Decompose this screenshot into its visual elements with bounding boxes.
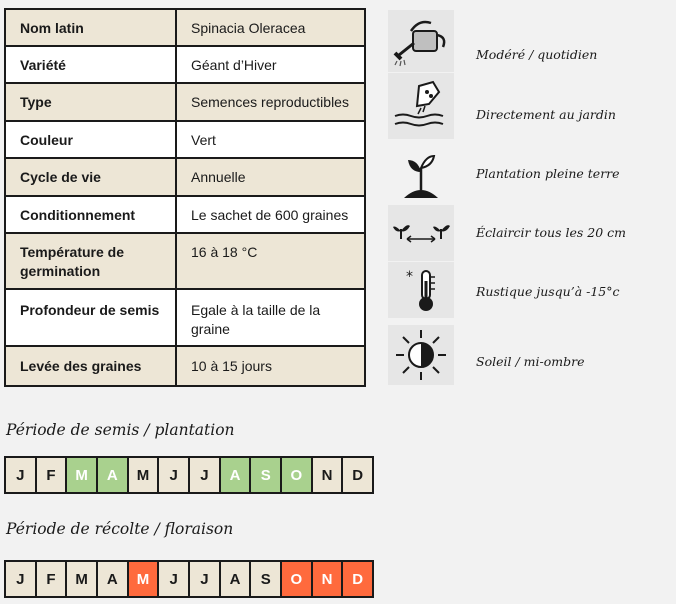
spec-row: [5, 289, 365, 346]
month-cell: N: [313, 562, 344, 596]
spec-row: [5, 346, 365, 386]
month-cell: A: [98, 458, 129, 492]
month-cell: J: [190, 458, 221, 492]
month-cell: D: [343, 562, 372, 596]
month-cell: F: [37, 562, 68, 596]
spec-value: Spinacia Oleracea: [176, 9, 365, 46]
month-cell: D: [343, 458, 372, 492]
care-label: Rustique jusqu’à -15°c: [476, 284, 620, 299]
seedling-icon: [388, 145, 454, 207]
spec-row: [5, 196, 365, 233]
harvest-calendar: [4, 560, 374, 598]
spec-key: Variété: [5, 46, 176, 83]
spec-row: [5, 158, 365, 196]
watering-can-icon: [388, 10, 454, 72]
spec-row: [5, 121, 365, 158]
month-cell: J: [159, 562, 190, 596]
spec-value: Annuelle: [176, 158, 365, 196]
spec-key: Couleur: [5, 121, 176, 158]
thermometer-icon: [388, 262, 454, 318]
month-cell: S: [251, 458, 282, 492]
month-cell: A: [221, 562, 252, 596]
sowing-period-title: Période de semis / plantation: [6, 421, 235, 439]
spec-value: 16 à 18 °C: [176, 233, 365, 289]
spec-row: [5, 9, 365, 46]
spec-value: Vert: [176, 121, 365, 158]
spec-row: [5, 233, 365, 289]
care-label: Modéré / quotidien: [476, 47, 598, 62]
month-cell: A: [98, 562, 129, 596]
month-cell: A: [221, 458, 252, 492]
hand-sowing-icon: [388, 73, 454, 139]
spec-row: [5, 83, 365, 121]
spec-key: Type: [5, 83, 176, 121]
spec-key: Profondeur de semis: [5, 289, 176, 346]
month-cell: M: [67, 562, 98, 596]
harvest-period-title: Période de récolte / floraison: [6, 520, 234, 538]
spec-key: Cycle de vie: [5, 158, 176, 196]
spec-key: Conditionnement: [5, 196, 176, 233]
month-cell: M: [67, 458, 98, 492]
spec-row: [5, 46, 365, 83]
sowing-calendar: [4, 456, 374, 494]
month-cell: M: [129, 458, 160, 492]
spec-value: Le sachet de 600 graines: [176, 196, 365, 233]
month-cell: J: [190, 562, 221, 596]
care-label: Soleil / mi-ombre: [476, 354, 585, 369]
month-cell: J: [6, 458, 37, 492]
spec-key: Nom latin: [5, 9, 176, 46]
specs-table: [4, 8, 366, 387]
spec-value: Egale à la taille de la graine: [176, 289, 365, 346]
spec-key: Levée des graines: [5, 346, 176, 386]
month-cell: S: [251, 562, 282, 596]
month-cell: J: [159, 458, 190, 492]
spec-key: Température de germination: [5, 233, 176, 289]
svg-text:*: *: [406, 269, 413, 285]
sun-half-shade-icon: [388, 325, 454, 385]
month-cell: M: [129, 562, 160, 596]
month-cell: F: [37, 458, 68, 492]
month-cell: J: [6, 562, 37, 596]
care-label: Éclaircir tous les 20 cm: [476, 225, 626, 240]
spec-value: 10 à 15 jours: [176, 346, 365, 386]
spacing-icon: [388, 205, 454, 261]
care-label: Plantation pleine terre: [476, 166, 620, 181]
month-cell: O: [282, 458, 313, 492]
month-cell: N: [313, 458, 344, 492]
spec-value: Géant d’Hiver: [176, 46, 365, 83]
month-cell: O: [282, 562, 313, 596]
spec-value: Semences reproductibles: [176, 83, 365, 121]
care-label: Directement au jardin: [476, 107, 616, 122]
